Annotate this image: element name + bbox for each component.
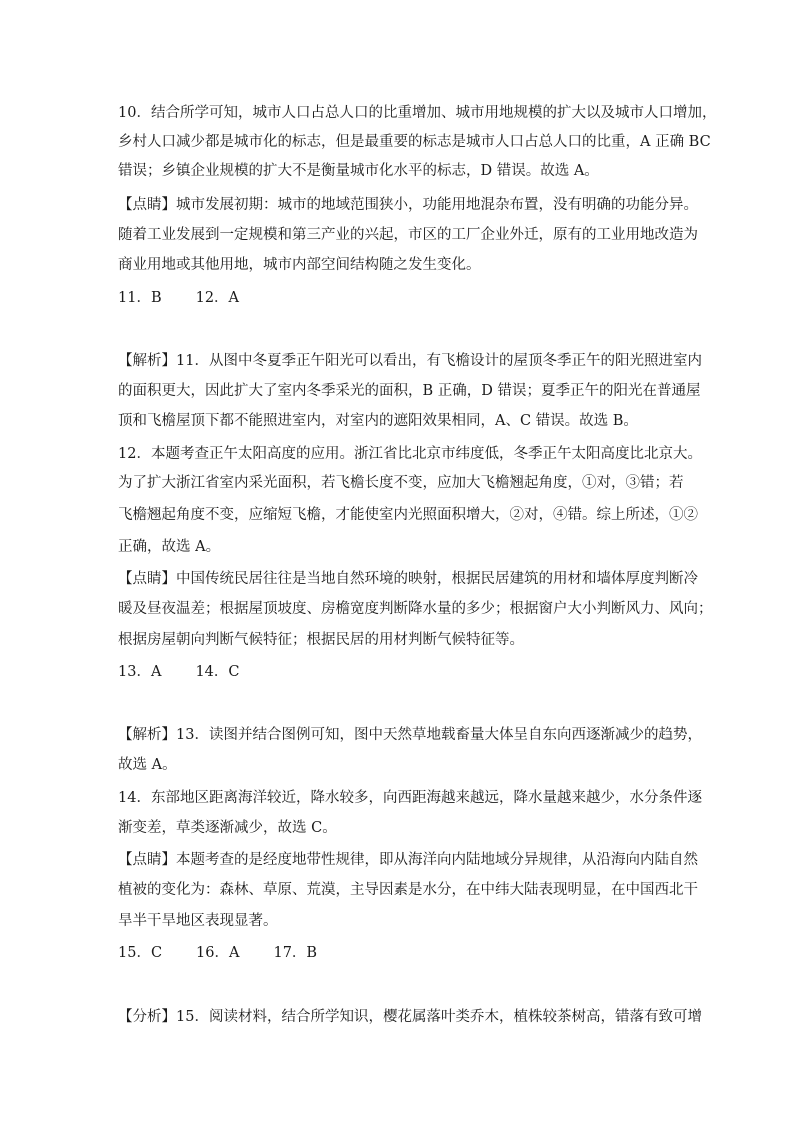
text-line: 商业用地或其他用地，城市内部空间结构随之发生变化。	[118, 257, 481, 273]
text-line: 12．本题考查正午太阳高度的应用。浙江省比北京市纬度低，冬季正午太阳高度比北京大。	[118, 446, 702, 462]
text-line: 【解析】13．读图并结合图例可知，图中天然草地载畜量大体呈自东向西逐渐减少的趋势，	[118, 727, 702, 743]
text-line: 乡村人口减少都是城市化的标志，但是最重要的标志是城市人口占总人口的比重，A 正确 BC	[118, 134, 711, 150]
text-line: 【点睛】本题考查的是经度地带性规律，即从海洋向内陆地域分异规律，从沿海向内陆自然	[118, 852, 698, 868]
answer: 15．C	[118, 945, 163, 961]
text-line: 【分析】15．阅读材料，结合所学知识，樱花属落叶类乔木，植株较茶树高，错落有致可增	[118, 1009, 702, 1025]
answer-line	[118, 287, 239, 309]
answer-line	[118, 661, 239, 683]
text-line: 【点睛】城市发展初期：城市的地域范围狭小，功能用地混杂布置，没有明确的功能分异。	[118, 197, 698, 213]
text-line: 故选 A。	[118, 757, 177, 773]
text-line: 【解析】11．从图中冬夏季正午阳光可以看出，有飞檐设计的屋顶冬季正午的阳光照进室内	[118, 353, 702, 369]
answer-line	[118, 942, 317, 964]
text-line: 暖及昼夜温差；根据屋顶坡度、房檐宽度判断降水量的多少；根据窗户大小判断风力、风向；	[118, 601, 713, 617]
text-line: 为了扩大浙江省室内采光面积，若飞檐长度不变，应加大飞檐翘起角度，①对，③错；若	[118, 475, 684, 491]
text-line: 10．结合所学可知，城市人口占总人口的比重增加、城市用地规模的扩大以及城市人口增加，	[118, 105, 717, 121]
text-line: 14．东部地区距离海洋较近，降水较多，向西距海越来越远，降水量越来越少，水分条件逐	[118, 790, 702, 806]
answer: 14．C	[195, 664, 240, 680]
text-line: 植被的变化为：森林、草原、荒漠，主导因素是水分，在中纬大陆表现明显，在中国西北干	[118, 882, 698, 898]
answer: 11．B	[118, 290, 162, 306]
answer: 13．A	[118, 664, 162, 680]
text-line: 【点睛】中国传统民居往往是当地自然环境的映射，根据民居建筑的用材和墙体厚度判断冷	[118, 571, 698, 587]
text-line: 顶和飞檐屋顶下都不能照进室内，对室内的遮阳效果相同，A、C 错误。故选 B。	[118, 413, 638, 429]
text-line: 旱半干旱地区表现显著。	[118, 913, 278, 929]
text-line: 错误；乡镇企业规模的扩大不是衡量城市化水平的标志，D 错误。故选 A。	[118, 163, 599, 179]
answer: 17．B	[273, 945, 318, 961]
text-line: 的面积更大，因此扩大了室内冬季采光的面积，B 正确，D 错误；夏季正午的阳光在普通屋	[118, 383, 701, 399]
answer: 16．A	[196, 945, 240, 961]
text-line: 渐变差，草类逐渐减少，故选 C。	[118, 820, 337, 836]
text-line: 根据房屋朝向判断气候特征；根据民居的用材判断气候特征等。	[118, 632, 524, 648]
text-line: 正确，故选 A。	[118, 539, 221, 555]
text-line: 飞檐翘起角度不变，应缩短飞檐，才能使室内光照面积增大，②对，④错。综上所述，①②	[118, 507, 698, 523]
text-line: 随着工业发展到一定规模和第三产业的兴起，市区的工厂企业外迁，原有的工业用地改造为	[118, 227, 698, 243]
answer: 12．A	[195, 290, 240, 306]
